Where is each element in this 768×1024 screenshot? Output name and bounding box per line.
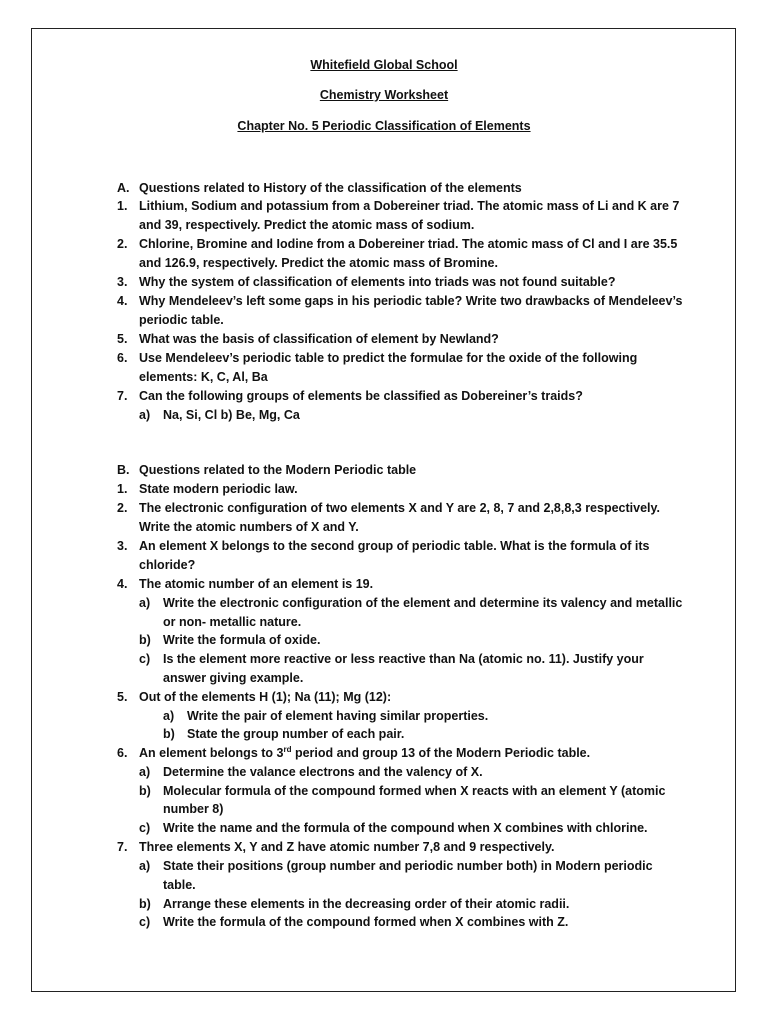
b-q5a-line1: Write the pair of element having similar properties.	[187, 709, 489, 723]
b-q4b-line1: Write the formula of oxide.	[163, 633, 321, 647]
b-q7a-line1: State their positions (group number and periodic number both) in Modern periodic	[163, 859, 653, 873]
a-q7-number: 7.	[117, 389, 128, 403]
a-q3-line1: Why the system of classification of elements into triads was not found suitable?	[139, 275, 616, 289]
a-q7-line1: Can the following groups of elements be classified as Dobereiner’s traids?	[139, 389, 583, 403]
b-q4c-line1: Is the element more reactive or less reactive than Na (atomic no. 11). Justify your	[163, 652, 644, 666]
section-a-heading: Questions related to History of the classification of the elements	[139, 181, 522, 195]
b-q4-number: 4.	[117, 577, 128, 591]
a-q4-number: 4.	[117, 294, 128, 308]
b-q6a-label: a)	[139, 765, 151, 779]
b-q4a-label: a)	[139, 596, 151, 610]
b-q5-line1: Out of the elements H (1); Na (11); Mg (12):	[139, 690, 392, 704]
b-q6b-line1: Molecular formula of the compound formed when X reacts with an element Y (atomic	[163, 784, 666, 798]
b-q7c-line1: Write the formula of the compound formed when X combines with Z.	[163, 915, 569, 929]
a-q4-line1: Why Mendeleev’s left some gaps in his periodic table? Write two drawbacks of Mendeleev’s	[139, 294, 683, 308]
b-q6b-line2: number 8)	[163, 802, 224, 816]
section-b-heading: Questions related to the Modern Periodic table	[139, 463, 417, 477]
b-q6c-label: c)	[139, 821, 151, 835]
b-q7a-line2: table.	[163, 878, 196, 892]
b-q5-number: 5.	[117, 690, 128, 704]
b-q1-line1: State modern periodic law.	[139, 482, 298, 496]
worksheet-title: Chemistry Worksheet	[319, 88, 449, 102]
a-q7a-text: Na, Si, Cl b) Be, Mg, Ca	[163, 408, 300, 422]
b-q6-text-post: period and group 13 of the Modern Periodic table.	[291, 746, 591, 760]
a-q2-line2: and 126.9, respectively. Predict the atomic mass of Bromine.	[139, 256, 498, 270]
b-q7-line1: Three elements X, Y and Z have atomic number 7,8 and 9 respectively.	[139, 840, 555, 854]
b-q5b-line1: State the group number of each pair.	[187, 727, 405, 741]
a-q1-number: 1.	[117, 199, 128, 213]
b-q4c-label: c)	[139, 652, 151, 666]
b-q6a-line1: Determine the valance electrons and the valency of X.	[163, 765, 483, 779]
b-q7b-line1: Arrange these elements in the decreasing order of their atomic radii.	[163, 897, 570, 911]
b-q4a-line1: Write the electronic configuration of the element and determine its valency and metallic	[163, 596, 683, 610]
b-q5b-label: b)	[163, 727, 175, 741]
b-q6-text-pre: An element belongs to 3	[139, 746, 284, 760]
b-q7c-label: c)	[139, 915, 151, 929]
b-q4a-line2: or non- metallic nature.	[163, 615, 302, 629]
b-q3-line1: An element X belongs to the second group of periodic table. What is the formula of its	[139, 539, 650, 553]
b-q6c-line1: Write the name and the formula of the compound when X combines with chlorine.	[163, 821, 648, 835]
b-q6-line1	[139, 745, 590, 761]
b-q3-number: 3.	[117, 539, 128, 553]
b-q1-number: 1.	[117, 482, 128, 496]
a-q2-line1: Chlorine, Bromine and Iodine from a Dobereiner triad. The atomic mass of Cl and I are 35.5	[139, 237, 678, 251]
a-q6-line2: elements: K, C, Al, Ba	[139, 370, 268, 384]
b-q7-number: 7.	[117, 840, 128, 854]
a-q6-number: 6.	[117, 351, 128, 365]
school-name: Whitefield Global School	[310, 58, 458, 72]
a-q1-line2: and 39, respectively. Predict the atomic mass of sodium.	[139, 218, 475, 232]
b-q7a-label: a)	[139, 859, 151, 873]
b-q6-ordinal-suffix: rd	[283, 744, 292, 754]
a-q7a-label: a)	[139, 408, 151, 422]
b-q2-line1: The electronic configuration of two elements X and Y are 2, 8, 7 and 2,8,8,3 respectively.	[139, 501, 661, 515]
b-q4c-line2: answer giving example.	[163, 671, 304, 685]
chapter-title: Chapter No. 5 Periodic Classification of Elements	[237, 119, 531, 133]
b-q3-line2: chloride?	[139, 558, 196, 572]
a-q5-line1: What was the basis of classification of element by Newland?	[139, 332, 499, 346]
b-q7b-label: b)	[139, 897, 151, 911]
a-q6-line1: Use Mendeleev’s periodic table to predict the formulae for the oxide of the following	[139, 351, 638, 365]
a-q3-number: 3.	[117, 275, 128, 289]
b-q2-number: 2.	[117, 501, 128, 515]
b-q5a-label: a)	[163, 709, 175, 723]
b-q4-line1: The atomic number of an element is 19.	[139, 577, 374, 591]
a-q1-line1: Lithium, Sodium and potassium from a Dobereiner triad. The atomic mass of Li and K are 7	[139, 199, 680, 213]
b-q4b-label: b)	[139, 633, 151, 647]
a-q2-number: 2.	[117, 237, 128, 251]
section-b-letter: B.	[117, 463, 130, 477]
a-q4-line2: periodic table.	[139, 313, 224, 327]
b-q6-number: 6.	[117, 746, 128, 760]
a-q5-number: 5.	[117, 332, 128, 346]
section-a-letter: A.	[117, 181, 130, 195]
b-q2-line2: Write the atomic numbers of X and Y.	[139, 520, 359, 534]
b-q6b-label: b)	[139, 784, 151, 798]
